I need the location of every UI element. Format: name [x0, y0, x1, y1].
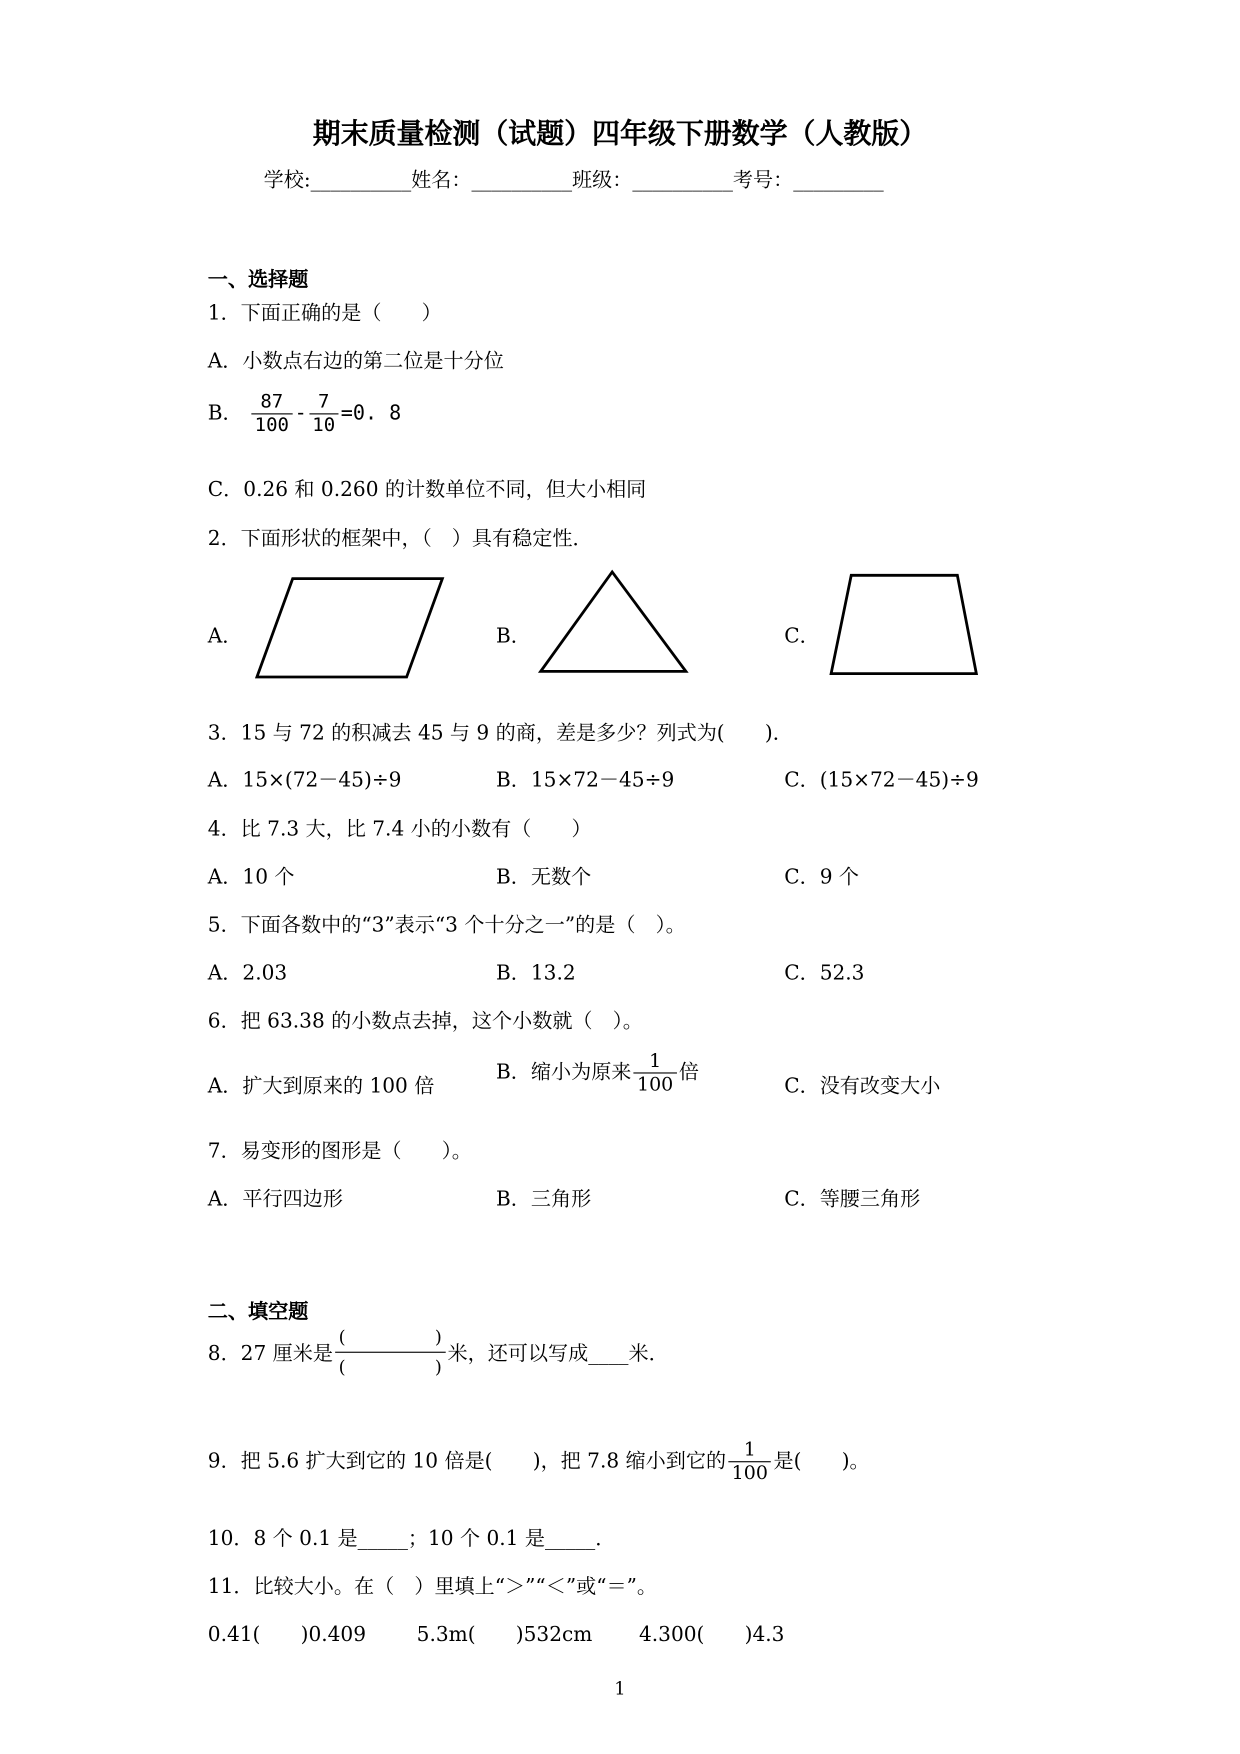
section-heading-fill: 二、填空题 — [207, 1300, 309, 1324]
q5-option-b: B．13.2 — [495, 961, 576, 986]
option-text: 倍 — [678, 1060, 699, 1085]
q5-stem: 5．下面各数中的“3”表示“3 个十分之一”的是（ ）。 — [207, 913, 686, 938]
page-title: 期末质量检测（试题）四年级下册数学（人教版） — [312, 117, 928, 150]
q9-text: 9．把 5.6 扩大到它的 10 倍是( )，把 7.8 缩小到它的 — [207, 1449, 727, 1473]
q2-option-b: B． — [495, 624, 531, 648]
numerator: 1 — [634, 1050, 677, 1073]
result: =0. 8 — [340, 401, 402, 426]
q5-option-a: A．2.03 — [207, 961, 288, 986]
q4-stem: 4．比 7.3 大，比 7.4 小的小数有（ ） — [207, 817, 592, 842]
q7-option-b: B．三角形 — [495, 1187, 592, 1211]
q9-text: 是( )。 — [773, 1449, 870, 1473]
student-info-line: 学校:__________姓名：__________班级：__________考号：_________ — [263, 168, 884, 193]
q8-text: 8．27 厘米是 — [207, 1342, 333, 1366]
q11-item: 4.300( )4.3 — [638, 1623, 785, 1647]
fraction — [634, 1050, 677, 1096]
q11-item: 0.41( )0.409 — [207, 1623, 367, 1647]
q2-option-a: A． — [207, 624, 243, 648]
fraction-blank — [335, 1323, 445, 1382]
q10: 10．8 个 0.1 是_____；10 个 0.1 是_____． — [207, 1527, 616, 1551]
option-label: B． — [207, 401, 243, 426]
q3-option-a: A．15×(72－45)÷9 — [207, 768, 402, 793]
q2-stem: 2．下面形状的框架中，（ ）具有稳定性． — [207, 527, 593, 551]
q6-option-c: C．没有改变大小 — [784, 1074, 941, 1099]
q4-option-c: C．9 个 — [784, 865, 859, 890]
q3-stem: 3．15 与 72 的积减去 45 与 9 的商，差是多少？列式为( )． — [207, 721, 793, 746]
trapezoid-shape — [831, 575, 976, 673]
denominator: 10 — [312, 414, 336, 437]
numerator: 1 — [728, 1439, 771, 1462]
denominator: 100 — [637, 1073, 674, 1096]
q6-option-a: A．扩大到原来的 100 倍 — [207, 1074, 435, 1099]
q1-option-c: C．0.26 和 0.260 的计数单位不同，但大小相同 — [207, 478, 647, 502]
q7-option-c: C．等腰三角形 — [784, 1187, 921, 1211]
q4-option-b: B．无数个 — [495, 865, 592, 890]
q3-option-c: C．(15×72－45)÷9 — [784, 768, 979, 793]
q7-option-a: A．平行四边形 — [207, 1187, 343, 1211]
numerator: 87 — [251, 391, 292, 414]
option-text: B．缩小为原来 — [495, 1060, 632, 1085]
q11-stem: 11．比较大小。在（ ）里填上“＞”“＜”或“＝”。 — [207, 1575, 657, 1599]
q2-option-c: C． — [784, 624, 820, 648]
numerator-blank[interactable]: ( ) — [335, 1323, 445, 1353]
section-heading-choice: 一、选择题 — [207, 268, 309, 292]
denominator-blank[interactable]: ( ) — [338, 1356, 442, 1378]
q5-option-c: C．52.3 — [784, 961, 865, 986]
q8 — [208, 1323, 669, 1382]
q6-option-b — [496, 1050, 699, 1096]
q3-option-b: B．15×72－45÷9 — [495, 768, 675, 793]
q4-option-a: A．10 个 — [207, 865, 295, 890]
triangle-shape — [541, 572, 686, 671]
q6-stem: 6．把 63.38 的小数点去掉，这个小数就（ ）。 — [207, 1009, 643, 1034]
numerator: 7 — [309, 391, 339, 414]
q7-stem: 7．易变形的图形是（ ）。 — [207, 1139, 472, 1163]
q8-text: 米，还可以写成____米． — [447, 1342, 669, 1366]
denominator: 100 — [254, 414, 289, 437]
fraction — [728, 1439, 771, 1485]
parallelogram-shape — [257, 579, 442, 677]
q2-shapes — [0, 0, 1240, 782]
denominator: 100 — [731, 1462, 768, 1485]
page-number: 1 — [614, 1677, 626, 1700]
q11-item: 5.3m( )532cm — [416, 1623, 593, 1647]
minus: - — [294, 401, 307, 426]
q1-option-a: A．小数点右边的第二位是十分位 — [207, 349, 504, 374]
q9 — [208, 1439, 870, 1485]
q1-stem: 1．下面正确的是（ ） — [207, 301, 442, 326]
